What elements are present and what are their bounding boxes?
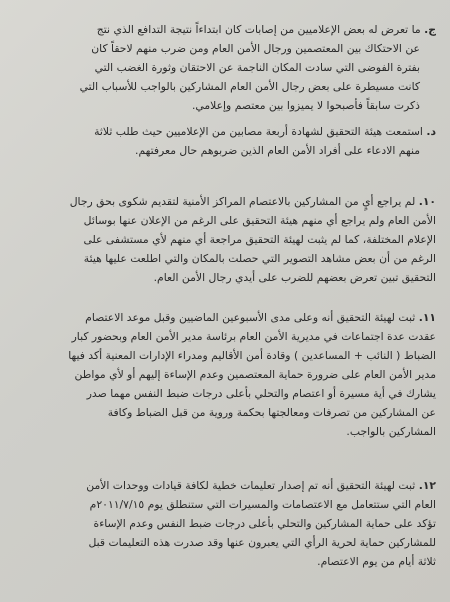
- item-11-line-5: يشارك في أية مسيرة أو اعتصام والتحلي بأعلى درجات ضبط النفس مهما صدر: [86, 387, 436, 400]
- item-12-line-3: تؤكد على حماية المشاركين والتحلي بأعلى درجات ضبط النفس وعدم الإساءة: [93, 517, 436, 530]
- section-c: [12, 20, 436, 115]
- item-10-line-4: الرغم من أن بعض مشاهد التصوير التي حصلت بالمكان والتي اطلعت عليها هيئة: [83, 252, 436, 265]
- section-c-line-2: عن الاحتكاك بين المعتصمين ورجال الأمن العام ومن ضرب منهم لاحقاً كان: [91, 42, 420, 55]
- section-c-text-1: ما تعرض له بعض الإعلاميين من إصابات كان ابتداءاً نتيجة التدافع الذي نتج: [96, 23, 421, 36]
- item-12-line-5: ثلاثة أيام من يوم الاعتصام.: [317, 555, 436, 568]
- item-11: [12, 308, 436, 441]
- item-11-line-4: مدير الأمن العام على ضرورة حماية المعتصمين وعدم الإساءة إليهم أو لأي مواطن: [74, 368, 436, 381]
- item-11-number: ١١.: [418, 311, 436, 324]
- item-12-text-1: ثبت لهيئة التحقيق أنه تم إصدار تعليمات خطية لكافة قيادات ووحدات الأمن: [86, 479, 416, 492]
- section-d-marker: د.: [426, 125, 436, 138]
- section-c-marker: ج.: [424, 23, 436, 36]
- section-c-line-3: بفترة الفوضى التي سادت المكان الناجمة عن الاحتقان وثورة الغضب التي: [94, 61, 420, 74]
- item-12-line-1: [12, 476, 436, 495]
- item-11-line-6: عن المشاركين من تصرفات ومعالجتها بحكمة وروية من قبل الضباط وكافة: [107, 406, 436, 419]
- item-10-text-1: لم يراجع أيٍ من المشاركين بالاعتصام المراكز الأمنية لتقديم شكوى بحق رجال: [69, 195, 416, 208]
- item-11-line-1: [12, 308, 436, 327]
- item-10-line-2: الأمن العام ولم يراجع أي منهم هيئة التحقيق على الرغم من الإعلان عنها بوسائل: [83, 214, 436, 227]
- item-12: [12, 476, 436, 571]
- section-c-line-4: كانت مسيطرة على بعض رجال الأمن العام المشاركين بالواجب للأسباب التي: [79, 80, 420, 93]
- section-d: [12, 122, 436, 160]
- item-11-line-3: الضباط ( النائب + المساعدين ) وقادة أمن الأقاليم ومدراء الإدارات المعنية أكد فيها: [68, 349, 436, 362]
- item-10-line-3: الإعلام المختلفة، كما لم يثبت لهيئة التحقيق مراجعة أي منهم لأي مستشفى على: [83, 233, 436, 246]
- item-10-number: ١٠.: [418, 195, 436, 208]
- item-12-line-2: العام التي ستتعامل مع الاعتصامات والمسيرات التي ستنطلق يوم ٢٠١١/٧/١٥م: [89, 498, 436, 511]
- item-10: [12, 192, 436, 287]
- section-c-line-1: [12, 20, 436, 39]
- section-d-line-1: [12, 122, 436, 141]
- item-11-text-1: ثبت لهيئة التحقيق أنه وعلى مدى الأسبوعين الماضيين وقبل موعد الاعتصام: [85, 311, 416, 324]
- item-12-line-4: للمشاركين حماية لحرية الرأي التي يعبرون عنها وقد صدرت هذه التعليمات قبل: [88, 536, 436, 549]
- item-11-line-2: عقدت عدة اجتماعات في مديرية الأمن العام برئاسة مدير الأمن العام وبحضور كبار: [71, 330, 436, 343]
- section-c-line-5: ذكرت سابقاً فأصبحوا لا يميزوا بين معتصم وإعلامي.: [191, 99, 420, 112]
- item-10-line-1: [12, 192, 436, 211]
- section-d-text-1: استمعت هيئة التحقيق لشهادة أربعة مصابين من الإعلاميين حيث طلب ثلاثة: [94, 125, 423, 138]
- section-d-line-2: منهم الادعاء على أفراد الأمن العام الذين ضربوهم حال معرفتهم.: [135, 144, 420, 157]
- item-12-number: ١٢.: [418, 479, 436, 492]
- item-11-line-7: المشاركين بالواجب.: [346, 425, 436, 438]
- item-10-line-5: التحقيق تبين تعرض بعضهم للضرب على أيدي رجال الأمن العام.: [153, 271, 436, 284]
